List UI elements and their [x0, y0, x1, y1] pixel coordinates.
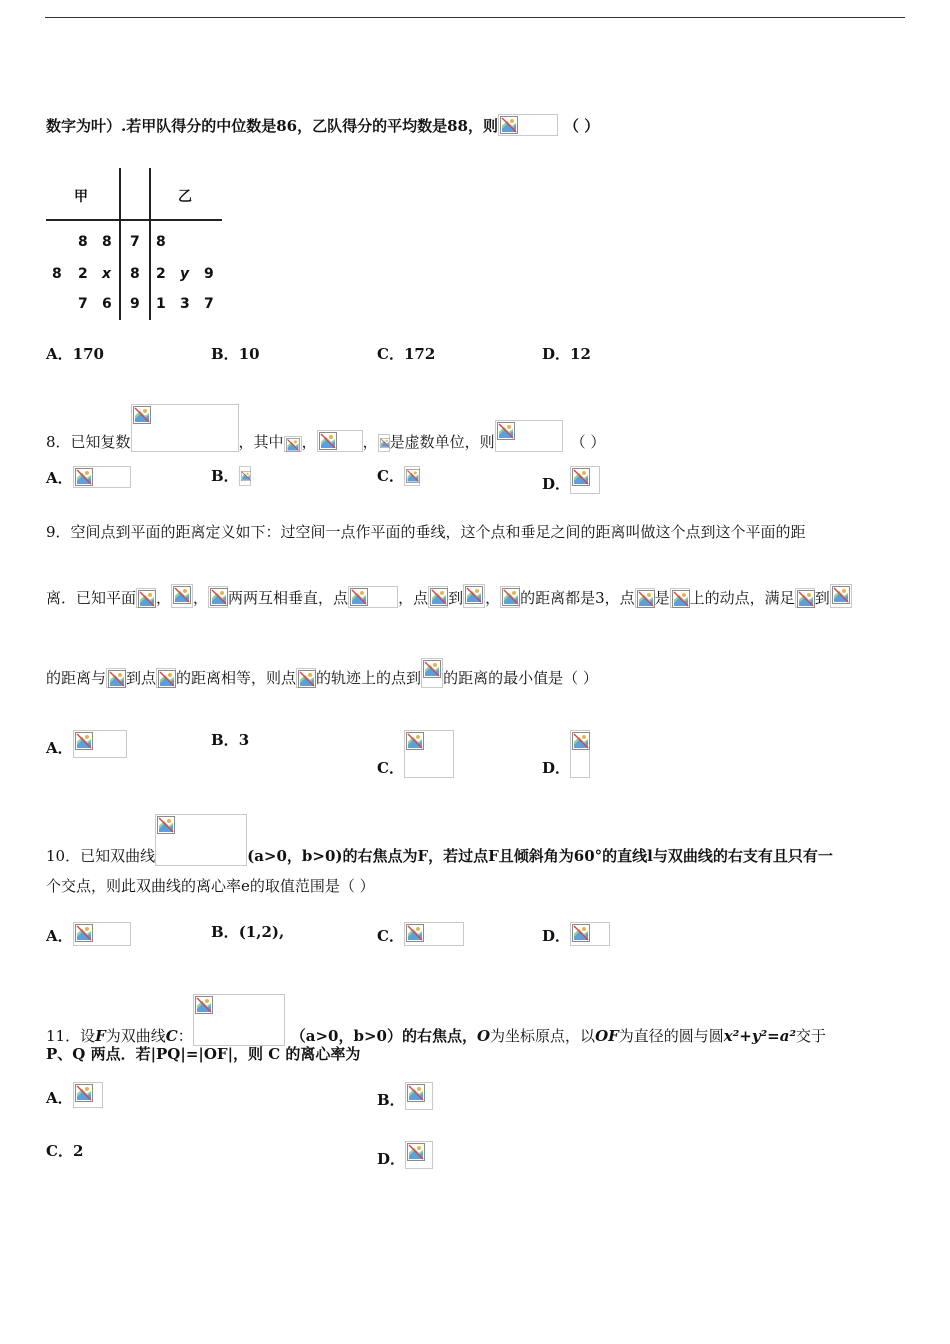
formula-image	[795, 588, 815, 608]
broken-image-icon	[319, 432, 337, 450]
broken-image-icon	[75, 732, 93, 750]
formula-image	[570, 922, 610, 946]
formula-image	[73, 922, 131, 946]
q10-option-c[interactable]: C．	[377, 922, 464, 946]
leaf-cell: 8	[52, 266, 62, 282]
formula-image	[421, 658, 443, 688]
q9-line-1: 9．空间点到平面的距离定义如下：过空间一点作平面的垂线，这个点和垂足之间的距离叫做这个点到这个平面的距	[46, 523, 806, 541]
q11-line-2: P、Q 两点．若|PQ|=|OF|，则 C 的离心率为	[46, 1045, 361, 1063]
formula-image	[348, 586, 398, 608]
formula-image	[570, 466, 600, 494]
leaf-cell: 2	[78, 266, 88, 282]
q7-option-b[interactable]: B．10	[211, 345, 260, 363]
broken-image-icon	[500, 116, 518, 134]
leaf-cell: 7	[204, 296, 214, 312]
right-team-header: 乙	[178, 189, 192, 205]
leaf-cell: 7	[78, 296, 88, 312]
broken-image-icon	[298, 670, 316, 688]
formula-image	[404, 466, 420, 486]
broken-image-icon	[572, 732, 590, 750]
broken-image-icon	[637, 590, 655, 608]
q11-option-b[interactable]: B．	[377, 1082, 433, 1110]
stem-cell: 8	[130, 266, 140, 282]
broken-image-icon	[407, 1084, 425, 1102]
formula-image	[239, 466, 251, 486]
broken-image-icon	[138, 590, 156, 608]
broken-image-icon	[75, 468, 93, 486]
header-rule	[45, 17, 905, 18]
broken-image-icon	[832, 586, 850, 604]
broken-image-icon	[350, 588, 368, 606]
formula-image	[463, 584, 485, 608]
q8-option-a[interactable]: A．	[46, 466, 131, 488]
broken-image-icon	[158, 670, 176, 688]
q7-line: 数字为叶）.若甲队得分的中位数是86，乙队得分的平均数是88，则 （ ）	[46, 114, 599, 136]
broken-image-icon	[173, 586, 191, 604]
q11-option-c[interactable]: C．2	[46, 1142, 84, 1160]
formula-image	[495, 420, 563, 452]
formula-image	[284, 436, 302, 452]
broken-image-icon	[195, 996, 213, 1014]
stem-leaf-plot	[46, 168, 226, 320]
broken-image-icon	[423, 660, 441, 678]
q8-option-b[interactable]: B．	[211, 466, 251, 486]
formula-image	[296, 668, 316, 688]
formula-image	[404, 922, 464, 946]
leaf-cell: 8	[102, 234, 112, 250]
formula-image	[208, 586, 228, 608]
q8-option-d[interactable]: D．	[542, 466, 600, 494]
broken-image-icon	[672, 590, 690, 608]
left-team-header: 甲	[74, 189, 88, 205]
q9-option-a[interactable]: A．	[46, 730, 127, 758]
leaf-cell: 6	[102, 296, 112, 312]
broken-image-icon	[572, 924, 590, 942]
broken-image-icon	[497, 422, 515, 440]
leaf-cell: 8	[156, 234, 166, 250]
formula-image	[106, 668, 126, 688]
stem-cell: 9	[130, 296, 140, 312]
q11-option-a[interactable]: A．	[46, 1082, 103, 1108]
broken-image-icon	[430, 588, 448, 606]
broken-image-icon	[286, 438, 300, 452]
leaf-cell: y	[180, 266, 190, 282]
formula-image	[171, 584, 193, 608]
broken-image-icon	[108, 670, 126, 688]
q10-line-1: 10．已知双曲线 (a>0，b>0)的右焦点为F，若过点F且倾斜角为60°的直线l与双曲线的右支有且只有一	[46, 814, 833, 866]
broken-image-icon	[572, 468, 590, 486]
formula-image	[405, 1082, 433, 1110]
q9-option-d[interactable]: D．	[542, 730, 590, 778]
broken-image-icon	[407, 1143, 425, 1161]
broken-image-icon	[502, 588, 520, 606]
broken-image-icon	[75, 1084, 93, 1102]
broken-image-icon	[157, 816, 175, 834]
q9-line-3: 的距离与 到点 的距离相等，则点 的轨迹上的点到 的距离的最小值是（ ）	[46, 658, 598, 688]
leaf-cell: x	[102, 266, 112, 282]
formula-image	[317, 430, 363, 452]
formula-image	[500, 586, 520, 608]
q8-option-c[interactable]: C．	[377, 466, 420, 486]
formula-image	[73, 1082, 103, 1108]
leaf-cell: 9	[204, 266, 214, 282]
broken-image-icon	[465, 586, 483, 604]
broken-image-icon	[241, 468, 251, 484]
q7-option-d[interactable]: D．12	[542, 345, 591, 363]
q9-option-c[interactable]: C．	[377, 730, 454, 778]
formula-image	[635, 588, 655, 608]
broken-image-icon	[406, 732, 424, 750]
q10-line-2: 个交点，则此双曲线的离心率e的取值范围是（ ）	[46, 877, 375, 895]
broken-image-icon	[406, 924, 424, 942]
formula-image	[193, 994, 285, 1046]
q11-line-1: 11．设F为双曲线C： （a>0，b>0）的右焦点，O为坐标原点，以OF为直径的圆与圆x²+y²=a²交于	[46, 994, 826, 1046]
q10-option-b[interactable]: B．(1,2),	[211, 923, 285, 941]
formula-image	[156, 668, 176, 688]
formula-image	[404, 730, 454, 778]
q7-option-a[interactable]: A．170	[46, 345, 104, 363]
formula-image	[830, 584, 852, 608]
stem-cell: 7	[130, 234, 140, 250]
broken-image-icon	[75, 924, 93, 942]
formula-image	[428, 586, 448, 608]
formula-image	[155, 814, 247, 866]
q10-option-d[interactable]: D．	[542, 922, 610, 946]
broken-image-icon	[210, 588, 228, 606]
q9-option-b[interactable]: B．3	[211, 731, 250, 749]
formula-image	[570, 730, 590, 778]
formula-image	[378, 434, 390, 452]
q9-line-2: 离．已知平面 ， ， 两两互相垂直，点 ，点 到 ， 的距离都是3，点 是 上的动点，满足 到	[46, 584, 852, 608]
broken-image-icon	[380, 436, 390, 450]
formula-image	[73, 466, 131, 488]
formula-image	[498, 114, 558, 136]
formula-image	[136, 588, 156, 608]
leaf-cell: 1	[156, 296, 166, 312]
q7-option-c[interactable]: C．172	[377, 345, 436, 363]
leaf-cell: 2	[156, 266, 166, 282]
q8-line: 8．已知复数 ，其中 ， ， 是虚数单位，则 （ ）	[46, 404, 605, 452]
formula-image	[131, 404, 239, 452]
formula-image	[670, 588, 690, 608]
q11-option-d[interactable]: D．	[377, 1141, 433, 1169]
leaf-cell: 3	[180, 296, 190, 312]
formula-image	[73, 730, 127, 758]
leaf-cell: 8	[78, 234, 88, 250]
broken-image-icon	[797, 590, 815, 608]
formula-image	[405, 1141, 433, 1169]
broken-image-icon	[406, 468, 420, 484]
q10-option-a[interactable]: A．	[46, 922, 131, 946]
broken-image-icon	[133, 406, 151, 424]
